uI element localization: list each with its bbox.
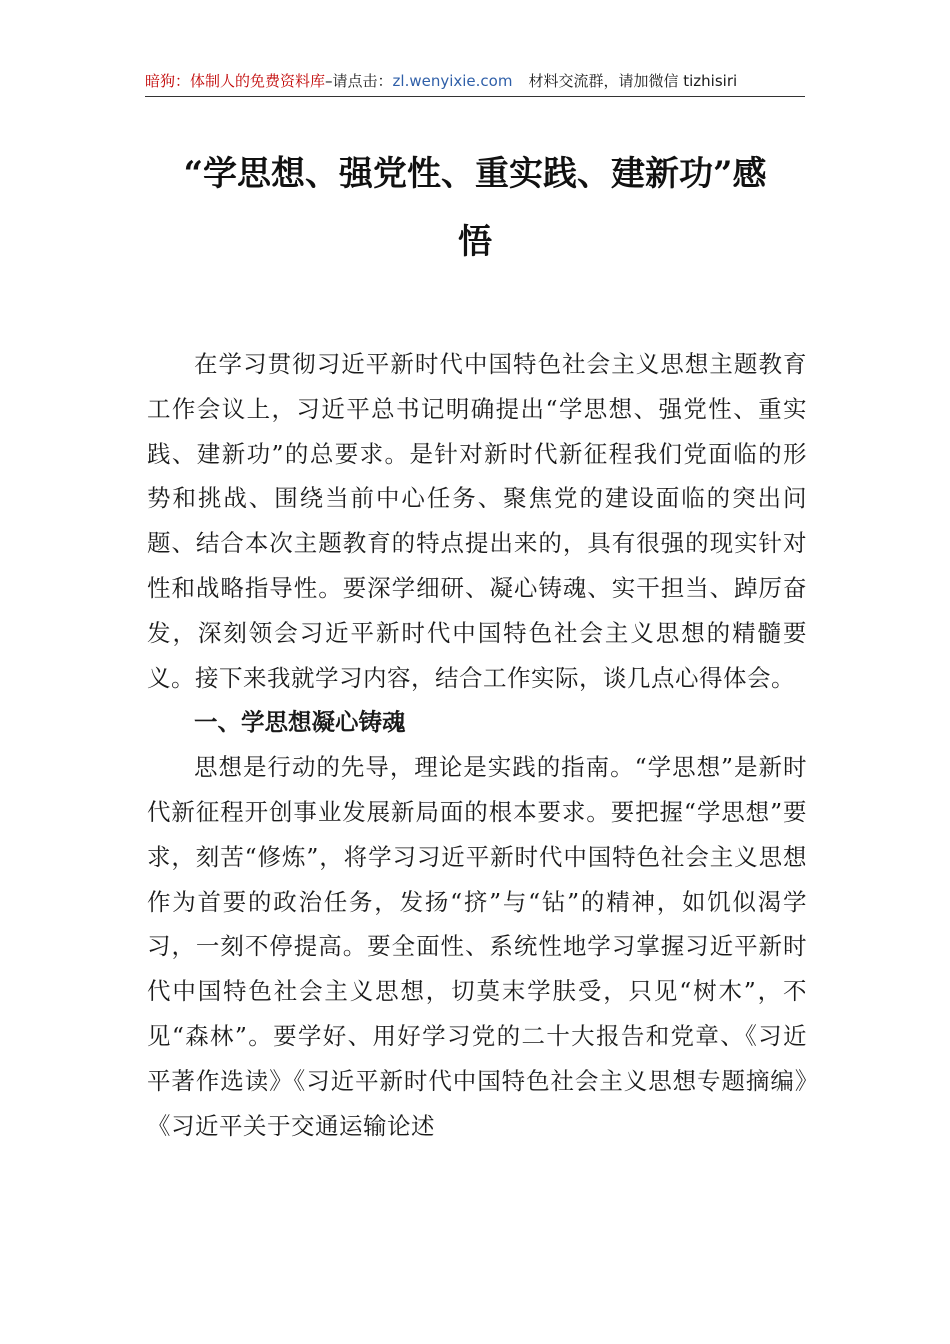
header-contact: 材料交流群，请加微信 tizhisiri bbox=[528, 72, 738, 90]
title-line-2: 悟 bbox=[458, 222, 492, 262]
page-title bbox=[145, 140, 805, 276]
header-divider bbox=[145, 96, 805, 97]
header-banner bbox=[145, 66, 805, 96]
header-link[interactable]: zl.wenyixie.com bbox=[392, 72, 513, 90]
title-line-1: “学思想、强党性、重实践、建新功”感 bbox=[183, 154, 767, 194]
document-body bbox=[147, 342, 807, 1148]
header-click-label: –请点击： bbox=[325, 72, 393, 90]
section-heading-1: 一、学思想凝心铸魂 bbox=[194, 708, 406, 737]
intro-paragraph: 在学习贯彻习近平新时代中国特色社会主义思想主题教育工作会议上，习近平总书记明确提出“学思想、强党性、重实践、建新功”的总要求。是针对新时代新征程我们党面临的形势和挑战、围绕当前中心任务、聚焦党的建设面临的突出问题、结合本次主题教育的特点提出来的，具有很强的现实针对性和战略指导性。要深学细研、凝心铸魂、实干担当、踔厉奋发，深刻领会习近平新时代中国特色社会主义思想的精髓要义。接下来我就学习内容，结合工作实际，谈几点心得体会。 bbox=[147, 350, 807, 692]
section-1-paragraph: 思想是行动的先导，理论是实践的指南。“学思想”是新时代新征程开创事业发展新局面的根本要求。要把握“学思想”要求，刻苦“修炼”，将学习习近平新时代中国特色社会主义思想作为首要的政治任务，发扬“挤”与“钻”的精神，如饥似渴学习，一刻不停提高。要全面性、系统性地学习掌握习近平新时代中国特色社会主义思想，切莫末学肤受，只见“树木”，不见“森林”。要学好、用好学习党的二十大报告和党章、《习近平著作选读》《习近平新时代中国特色社会主义思想专题摘编》《习近平关于交通运输论述 bbox=[147, 753, 807, 1140]
header-site-name: 暗狗：体制人的免费资料库 bbox=[145, 72, 326, 90]
